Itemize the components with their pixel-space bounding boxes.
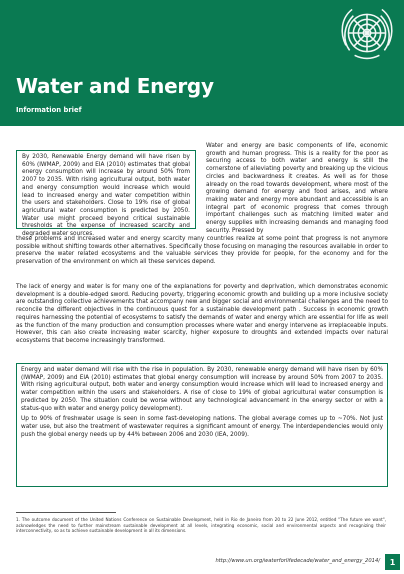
footnote: 1. The outcome document of the United Nations Conference on Sustainable Development, held in Rio de Janeiro from 20 to 22 June 2012, entitled "The future we want", acknowledges the need to further mainstream sustainable development at all levels, integrating economic, social and environmental aspects and recognizing their interconnectivity, so as to achieve sustainable development in all its dimensions. [16,517,386,534]
source-url-link[interactable]: http://www.un.org/waterforlifedecade/water_and_energy_2014/ [215,558,380,564]
facts-box-paragraph-1: Energy and water demand will rise with the rise in population. By 2030, renewable energy demand will have risen by 60% (IWMAP, 2009) and EIA (2010) estimates that global energy consumption will increase by around 50% from 2007 to 2035. With rising agricultural output, both water and energy consumption would increase which will lead to increased energy and water competition within the users and stakeholders. A rise of close to 19% of global agricultural water consumption is predicted by 2050. The situation could be worse without any technological advancement in the energy sector or with a status-quo with water and energy policy development). [21,367,383,412]
summary-box-text: By 2030, Renewable Energy demand will have risen by 60% (IWMAP, 2009) and EIA (2010) estimates that global energy consumption will increase by around 50% from 2007 to 2035. With rising agricultural output, both water and energy consumption would increase which would lead to increased energy and water competition within the users and stakeholders. Close to 19% rise of global agricultural water consumption is predicted by 2050. Water use might proceed beyond critical sustainable thresholds at the expense of increased scarcity and degraded water sources. [22,154,190,238]
body-paragraph-1 [16,236,388,278]
body-paragraph-2 [16,284,388,357]
intro-paragraph: Water and energy are basic components of life, economic growth and human progress. This is a reality for the poor as securing access to both water and energy is still the cornerstone of alleviating poverty and breaking up the vicious circles and backwardness it creates. As well as for those already on the road towards development, where most of the growing demand for energy and food arises, and where making water and energy more abundant and accessible is an integral part of economic progress that comes through important challenges such as matching limited water and energy supplies with increasing demands and managing food security. Pressed by [206,143,388,234]
page-subtitle: Information brief [16,106,82,114]
intro-column [206,143,388,235]
summary-box [16,150,196,238]
un-emblem-icon [336,2,398,64]
header-banner [0,0,404,126]
footnote-divider [16,512,116,513]
page-title: Water and Energy [16,74,214,98]
page-number: 1 [385,554,400,570]
body-paragraph-1-text: these problems and increased water and energy scarcity many countries realize at some point that progress is not anymore possible without shifting towards other alternatives. Specifically those focusing on managing the resources available in order to preserve the water related ecosystems and the valuable services they provide for people, for the economy and for the preservation of the environment on which all these services depend. [16,236,388,266]
body-paragraph-2-text: The lack of energy and water is for many one of the explanations for poverty and deprivation, which demonstrates economic development is a double-edged sword. Reducing poverty, triggering economic growth and building up a more inclusive society are outstanding collective achievements that accompany new and bigger social and environmental challenges and the need to reconcile the different objectives in the continuous quest for a sustainable development path . Success in economic growth requires harnessing the potential of ecosystems to satisfy the demands of water and energy which are essential for life as well as the function of the many production and consumption processes where water and energy intervene as irreplaceable inputs. However, this can also create increasing water scarcity, higher exposure to droughts and extended impacts over natural ecosystems that become increasingly transformed. [16,284,388,344]
facts-box-paragraph-2: Up to 90% of freshwater usage is seen in some fast-developing nations. The global average comes up to ~70%. Not just water use, but also the treatment of wastewater requires a significant amount of energy. The interdependencies would only push the global energy needs up by 44% between 2006 and 2030 (IEA, 2009). [21,416,383,438]
facts-box [16,363,388,487]
